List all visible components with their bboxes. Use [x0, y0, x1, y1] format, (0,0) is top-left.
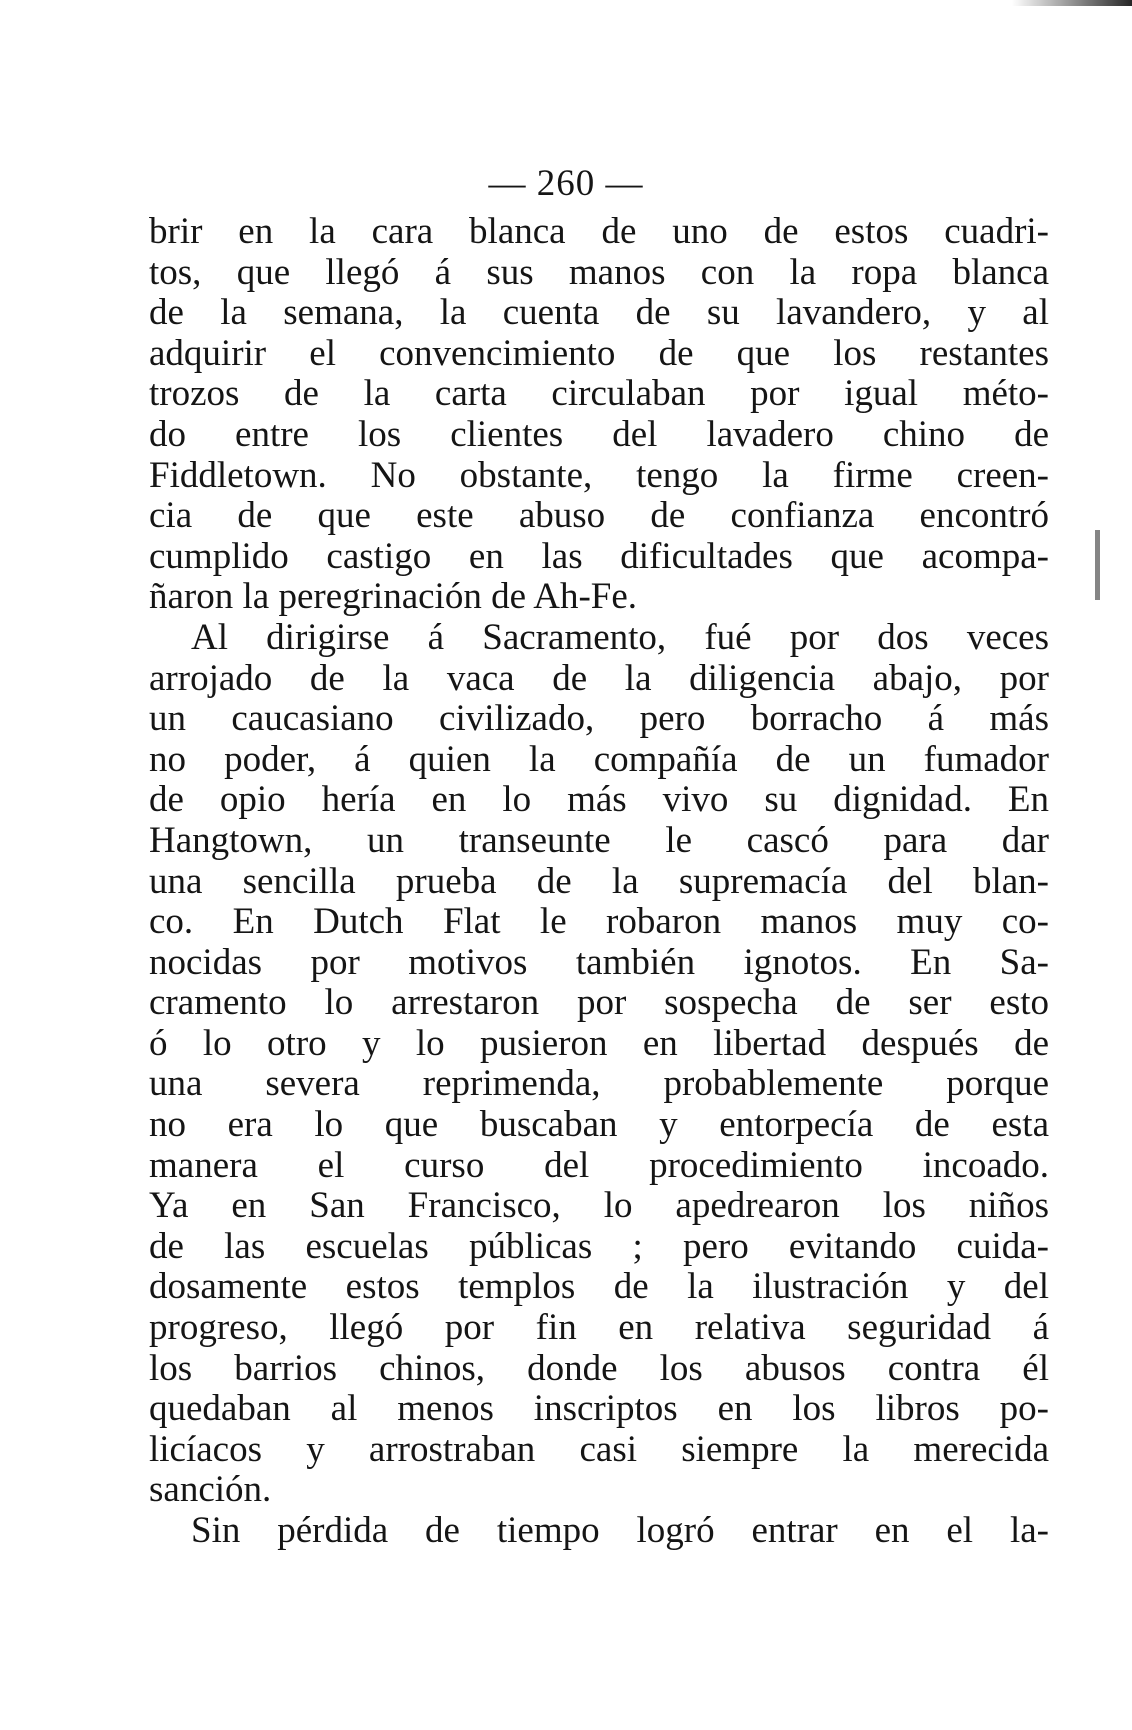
- text-line: licíacos y arrostraban casi siempre la merecida: [149, 1428, 1049, 1470]
- text-line: los barrios chinos, donde los abusos contra él: [149, 1347, 1049, 1389]
- text-line: cramento lo arrestaron por sospecha de ser esto: [149, 982, 1049, 1024]
- text-line: nocidas por motivos también ignotos. En Sa-: [149, 941, 1049, 983]
- text-line: dosamente estos templos de la ilustración y del: [149, 1266, 1049, 1308]
- text-line: una severa reprimenda, probablemente porque: [149, 1063, 1049, 1105]
- text-line: Al dirigirse á Sacramento, fué por dos veces: [191, 616, 1049, 658]
- text-line: do entre los clientes del lavadero chino de: [149, 413, 1049, 455]
- text-line: quedaban al menos inscriptos en los libros po-: [149, 1388, 1049, 1430]
- text-line: Ya en San Francisco, lo apedrearon los niños: [149, 1185, 1049, 1227]
- page-number: — 260 —: [488, 163, 644, 204]
- text-line: cia de que este abuso de confianza encontró: [149, 495, 1049, 537]
- text-line: no poder, á quien la compañía de un fumador: [149, 738, 1049, 780]
- scan-edge-smudge: [1012, 0, 1132, 6]
- text-line: adquirir el convencimiento de que los restantes: [149, 332, 1049, 374]
- text-line: cumplido castigo en las dificultades que acompa-: [149, 535, 1049, 577]
- text-line: ó lo otro y lo pusieron en libertad después de: [149, 1022, 1049, 1064]
- text-line: de las escuelas públicas ; pero evitando cuida-: [149, 1225, 1049, 1267]
- text-line: progreso, llegó por fin en relativa seguridad á: [149, 1307, 1049, 1349]
- text-line: ñaron la peregrinación de Ah-Fe.: [149, 576, 638, 618]
- text-line: tos, que llegó á sus manos con la ropa blanca: [149, 251, 1049, 293]
- text-line: trozos de la carta circulaban por igual méto-: [149, 373, 1049, 415]
- text-line: de opio hería en lo más vivo su dignidad. En: [149, 779, 1049, 821]
- text-line: de la semana, la cuenta de su lavandero, y al: [149, 292, 1049, 334]
- text-line: sanción.: [149, 1469, 272, 1511]
- text-line: co. En Dutch Flat le robaron manos muy co-: [149, 901, 1049, 943]
- text-line: una sencilla prueba de la supremacía del blan-: [149, 860, 1049, 902]
- text-line: no era lo que buscaban y entorpecía de esta: [149, 1104, 1049, 1146]
- text-line: un caucasiano civilizado, pero borracho á más: [149, 698, 1049, 740]
- text-line: Fiddletown. No obstante, tengo la firme creen-: [149, 454, 1049, 496]
- text-line: brir en la cara blanca de uno de estos cuadri-: [149, 211, 1049, 252]
- text-line: arrojado de la vaca de la diligencia abajo, por: [149, 657, 1049, 699]
- body-text: [149, 212, 1049, 1552]
- text-line: Sin pérdida de tiempo logró entrar en el la-: [191, 1510, 1049, 1551]
- text-line: manera el curso del procedimiento incoado.: [149, 1144, 1049, 1186]
- text-line: Hangtown, un transeunte le cascó para dar: [149, 819, 1049, 861]
- margin-ink-mark: [1095, 530, 1100, 600]
